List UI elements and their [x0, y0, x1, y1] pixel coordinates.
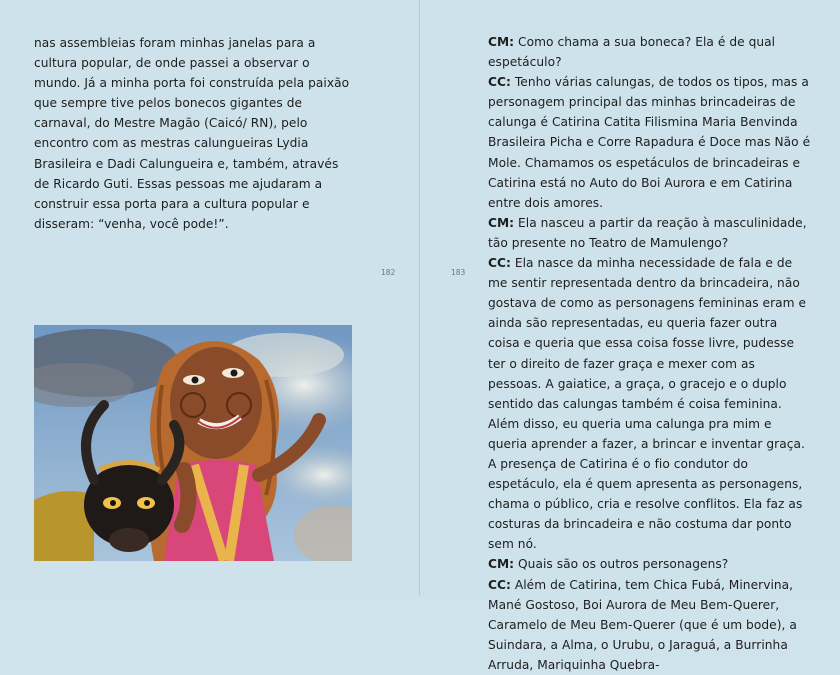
right-page-text — [488, 32, 812, 675]
dialogue-text: Ela nasceu a partir da reação à masculinidade, tão presente no Teatro de Mamulengo? — [488, 215, 807, 250]
left-paragraph: nas assembleias foram minhas janelas para a cultura popular, de onde passei a observar o mundo. Já a minha porta foi construída pela paixão que sempre tive pelos bonecos gigantes de carnaval, do Mestre Magão (Caicó/ RN), pelo encontro com as mestras calungueiras Lydia Brasileira e Dadi Calungueira e, também, através de Ricardo Guti. Essas pessoas me ajudaram a construir essa porta para a cultura popular e disseram: “venha, você pode!”. — [34, 36, 350, 231]
speaker-label: CM: — [488, 35, 515, 49]
speaker-label: CM: — [488, 557, 515, 572]
speaker-label: CM: — [488, 215, 515, 230]
page-number-left: 182 — [381, 268, 396, 277]
dialogue-text: Ela nasce da minha necessidade de fala e de me sentir representada dentro da brincadeira, não gostava de como as personagens femininas eram e ainda são representadas, eu queria fazer outra coisa e queria que essa coisa fosse livre, pudesse ter o direito de fazer graça e mexer com as pessoas. A gaiatice, a graça, o gracejo e o duplo sentido das calungas também é coisa feminina. Além disso, eu queria uma calunga pra mim e queria aprender a fazer, a brincar e inventar graça. A presença de Catirina é o fio condutor do espetáculo, ela é quem apresenta as personagens, chama o público, cria e resolve conflitos. Ela faz as costuras da brincadeira e não costuma dar ponto sem nó. — [488, 256, 807, 552]
puppet-photo — [34, 325, 352, 561]
dialogue-text: Como chama a sua boneca? Ela é de qual espetáculo? — [488, 35, 776, 70]
dialogue-line — [488, 575, 812, 675]
page-gutter — [419, 0, 420, 596]
dialogue-line — [488, 253, 812, 554]
dialogue-line — [488, 213, 812, 253]
dialogue-text: Tenho várias calungas, de todos os tipos, mas a personagem principal das minhas brincadeiras de calunga é Catirina Catita Filismina Maria Benvinda Brasileira Picha e Corre Rapadura é Doce mas Não é Mole. Chamamos os espetáculos de brincadeiras e Catirina está no Auto do Boi Aurora e em Catirina entre dois amores. — [488, 75, 811, 210]
puppet-photo-illustration — [34, 325, 352, 561]
speaker-label: CC: — [488, 75, 511, 90]
dialogue-line — [488, 554, 812, 574]
speaker-label: CC: — [488, 256, 511, 271]
dialogue-text: Além de Catirina, tem Chica Fubá, Minervina, Mané Gostoso, Boi Aurora de Meu Bem-Querer, Caramelo de Meu Bem-Querer (que é um bode), a Suindara, a Alma, o Urubu, o Jaraguá, a Burrinha Arruda, Mariquinha Quebra- — [488, 577, 797, 672]
dialogue-line — [488, 32, 812, 72]
dialogue-line — [488, 72, 812, 213]
left-page-text — [34, 33, 354, 234]
dialogue-text: Quais são os outros personagens? — [514, 557, 729, 572]
speaker-label: CC: — [488, 577, 511, 592]
page-number-right: 183 — [451, 268, 466, 277]
